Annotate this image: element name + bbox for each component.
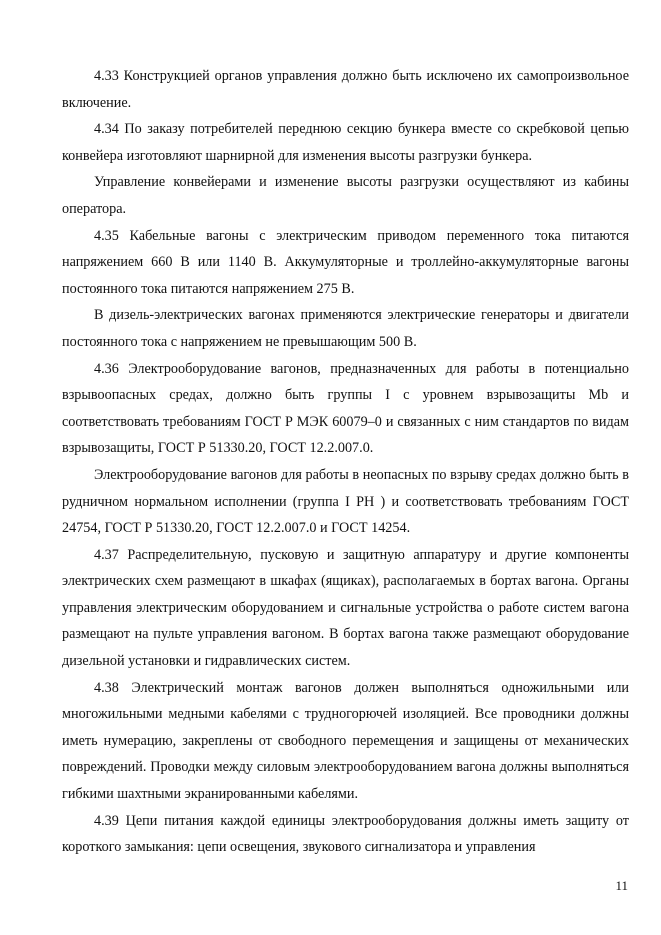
paragraph-4-39: 4.39 Цепи питания каждой единицы электрооборудования должны иметь защиту от короткого замыкания: цепи освещения, звукового сигнализатора и управления — [62, 812, 629, 856]
paragraph-4-37: 4.37 Распределительную, пусковую и защитную аппаратуру и другие компоненты электрических схем размещают в шкафах (ящиках), располагаемых в бортах вагона. Органы управления электрическим оборудованием и сигнальные устройства о работе систем вагона размещают на пульте управления вагоном. В бортах вагона также размещают оборудование дизельной установки и гидравлических систем. — [62, 546, 629, 670]
paragraph-4-36: 4.36 Электрооборудование вагонов, предназначенных для работы в потенциально взрывоопасных средах, должно быть группы I с уровнем взрывозащиты Mb и соответствовать требованиям ГОСТ Р МЭК 60079–0 и связанных с ним стандартов по видам взрывозащиты, ГОСТ Р 51330.20, ГОСТ 12.2.007.0. — [62, 360, 629, 457]
paragraph-4-34: 4.34 По заказу потребителей переднюю секцию бункера вместе со скребковой цепью конвейера изготовляют шарнирной для изменения высоты разгрузки бункера. — [62, 121, 629, 164]
paragraph-conveyor-control: Управление конвейерами и изменение высоты разгрузки осуществляют из кабины оператора. — [62, 174, 629, 217]
document-body — [62, 63, 629, 861]
paragraph-4-35: 4.35 Кабельные вагоны с электрическим приводом переменного тока питаются напряжением 660 В или 1140 В. Аккумуляторные и троллейно-аккумуляторные вагоны постоянного тока питаются напряжением 275 В. — [62, 227, 629, 297]
paragraph-4-33: 4.33 Конструкцией органов управления должно быть исключено их самопроизвольное включение. — [62, 68, 629, 111]
page-number: 11 — [615, 878, 628, 893]
paragraph-nonhazardous-equipment: Электрооборудование вагонов для работы в неопасных по взрыву средах должно быть в рудничном нормальном исполнении (группа I РН ) и соответствовать требованиям ГОСТ 24754, ГОСТ Р 51330.20, ГОСТ 12.2.007.0 и ГОСТ 14254. — [62, 466, 629, 537]
paragraph-diesel-electric: В дизель-электрических вагонах применяются электрические генераторы и двигатели постоянного тока с напряжением не превышающим 500 В. — [62, 307, 629, 350]
paragraph-4-38: 4.38 Электрический монтаж вагонов должен выполняться одножильными или многожильными медными кабелями с трудногорючей изоляцией. Все проводники должны иметь нумерацию, закреплены от свободного перемещения и защищены от механических повреждений. Проводки между силовым электрооборудованием вагона должны выполняться гибкими шахтными экранированными кабелями. — [62, 679, 629, 803]
